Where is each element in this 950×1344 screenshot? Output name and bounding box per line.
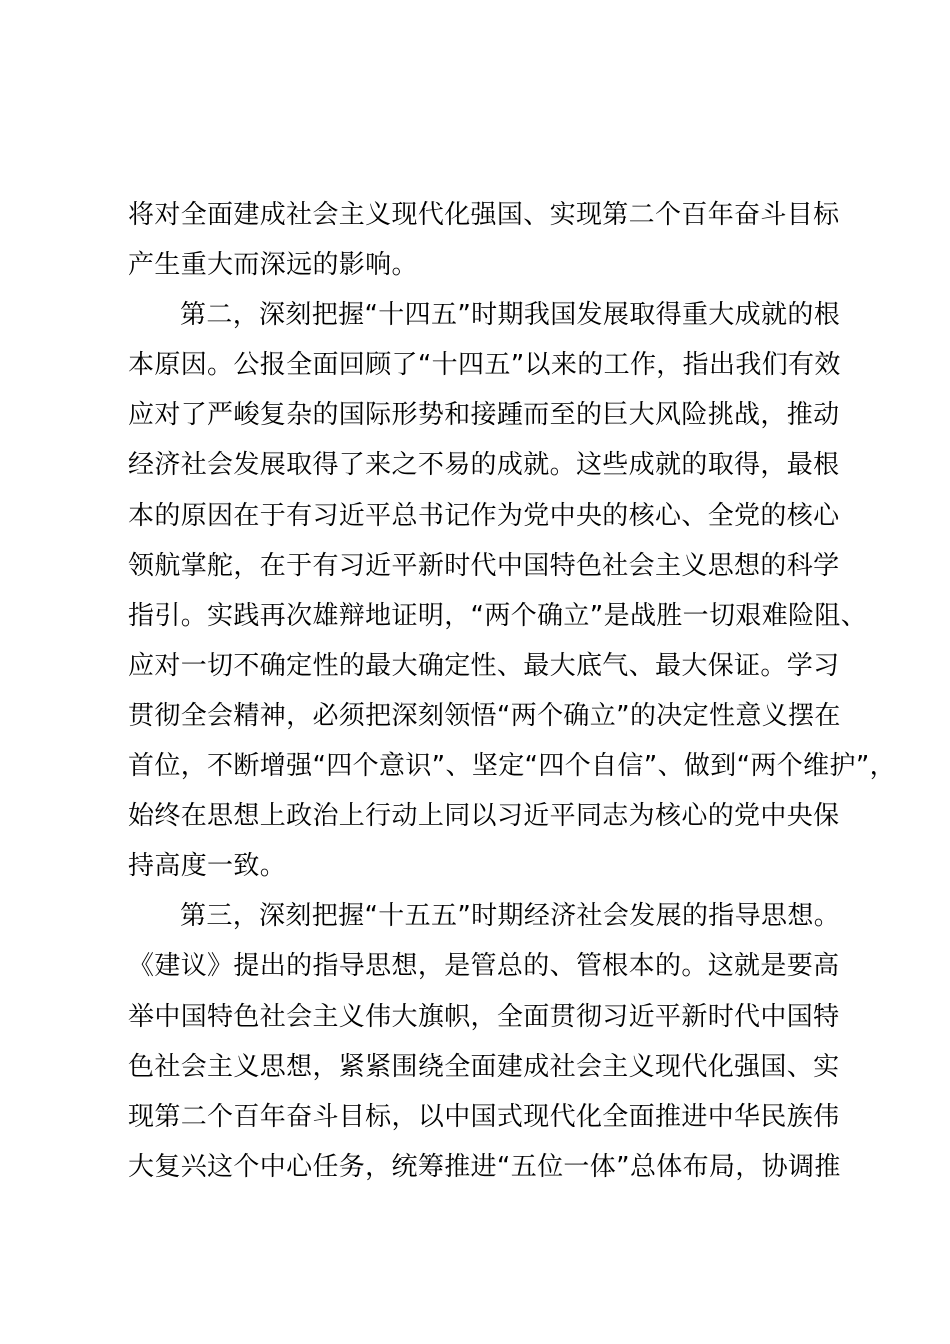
- text-line: 本原因。公报全面回顾了“十四五”以来的工作，指出我们有效: [128, 350, 841, 381]
- text-line: 应对一切不确定性的最大确定性、最大底气、最大保证。学习: [128, 650, 840, 681]
- text-line: 产生重大而深远的影响。: [128, 250, 418, 281]
- text-line: 贯彻全会精神，必须把深刻领悟“两个确立”的决定性意义摆在: [128, 700, 841, 731]
- text-line: 应对了严峻复杂的国际形势和接踵而至的巨大风险挑战，推动: [128, 400, 840, 431]
- paragraph-start-line: 第三，深刻把握“十五五”时期经济社会发展的指导思想。: [180, 901, 841, 932]
- text-line: 经济社会发展取得了来之不易的成就。这些成就的取得，最根: [128, 450, 840, 481]
- text-line: 《建议》提出的指导思想，是管总的、管根本的。这就是要高: [128, 951, 840, 982]
- text-line: 指引。实践再次雄辩地证明，“两个确立”是战胜一切艰难险阻、: [128, 600, 868, 631]
- text-line: 将对全面建成社会主义现代化强国、实现第二个百年奋斗目标: [128, 200, 840, 230]
- text-line: 领航掌舵，在于有习近平新时代中国特色社会主义思想的科学: [128, 550, 840, 581]
- text-line: 现第二个百年奋斗目标，以中国式现代化全面推进中华民族伟: [128, 1101, 840, 1132]
- text-line: 本的原因在于有习近平总书记作为党中央的核心、全党的核心: [128, 500, 840, 531]
- text-line: 大复兴这个中心任务，统筹推进“五位一体”总体布局，协调推: [128, 1151, 841, 1182]
- text-line: 举中国特色社会主义伟大旗帜，全面贯彻习近平新时代中国特: [128, 1001, 840, 1032]
- text-line: 持高度一致。: [128, 851, 287, 882]
- text-line: 始终在思想上政治上行动上同以习近平同志为核心的党中央保: [128, 801, 840, 832]
- paragraph-start-line: 第二，深刻把握“十四五”时期我国发展取得重大成就的根: [180, 300, 841, 331]
- text-line: 色社会主义思想，紧紧围绕全面建成社会主义现代化强国、实: [128, 1051, 840, 1082]
- document-body: [128, 190, 897, 1192]
- text-line: 首位，不断增强“四个意识”、坚定“四个自信”、做到“两个维护”，: [128, 751, 897, 782]
